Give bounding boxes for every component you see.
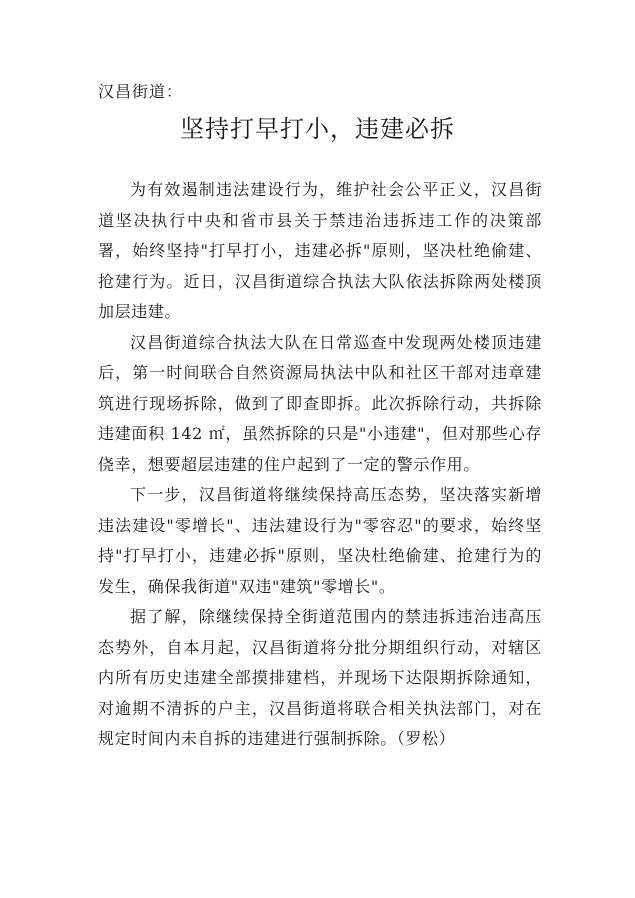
paragraph-1: 为有效遏制违法建设行为，维护社会公平正义，汉昌街道坚决执行中央和省市县关于禁违治违拆违工作的决策部署，始终坚持"打早打小，违建必拆"原则，坚决杜绝偷建、抢建行为。近日，汉昌街道综合执法大队依法拆除两处楼顶加层违建。 xyxy=(98,180,542,321)
article-body xyxy=(98,175,542,755)
paragraph-2: 汉昌街道综合执法大队在日常巡查中发现两处楼顶违建后，第一时间联合自然资源局执法中队和社区干部对违章建筑进行现场拆除，做到了即查即拆。此次拆除行动，共拆除违建面积 142 ㎡，虽然拆除的只是"小违建"，但对那些心存侥幸，想要超层违建的住户起到了一定的警示作用。 xyxy=(98,332,542,474)
pre-title: 汉昌街道： xyxy=(98,82,184,101)
paragraph-4: 据了解，除继续保持全街道范围内的禁违拆违治违高压态势外，自本月起，汉昌街道将分批分期组织行动，对辖区内所有历史违建全部摸排建档，并现场下达限期拆除通知，对逾期不清拆的户主，汉昌街道将联合相关执法部门，对在规定时间内未自拆的违建进行强制拆除。（罗松） xyxy=(98,607,542,748)
article-title: 坚持打早打小，违建必拆 xyxy=(180,115,455,143)
paragraph-3: 下一步，汉昌街道将继续保持高压态势，坚决落实新增违法建设"零增长"、违法建设行为"零容忍"的要求，始终坚持"打早打小，违建必拆"原则，坚决杜绝偷建、抢建行为的发生，确保我街道"双违"建筑"零增长"。 xyxy=(98,485,542,596)
